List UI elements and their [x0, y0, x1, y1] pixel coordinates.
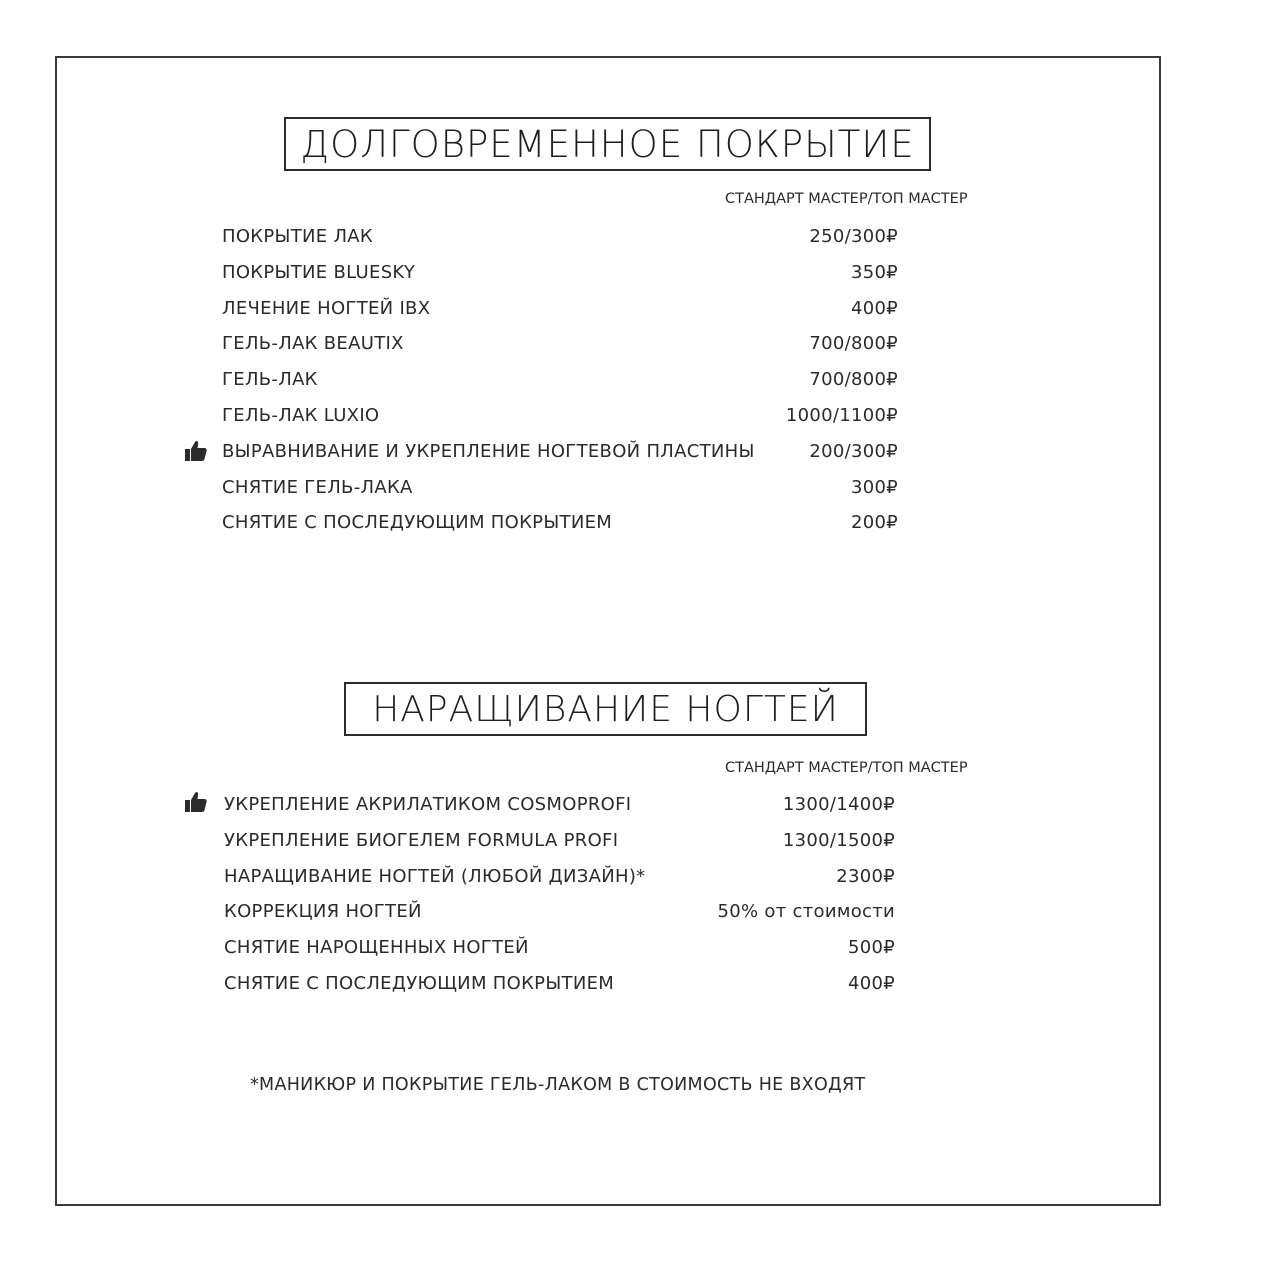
service-price: 700/800₽: [809, 333, 898, 355]
service-price: 1300/1500₽: [782, 829, 895, 851]
service-price: 200₽: [850, 512, 898, 534]
service-price: 200/300₽: [809, 440, 898, 462]
service-name: ПОКРЫТИЕ BLUESKY: [222, 261, 416, 283]
service-name: ГЕЛЬ-ЛАК BEAUTIX: [222, 333, 404, 355]
service-name: НАРАЩИВАНИЕ НОГТЕЙ (ЛЮБОЙ ДИЗАЙН)*: [224, 865, 646, 887]
section-title-nail-extension: НАРАЩИВАНИЕ НОГТЕЙ: [344, 682, 867, 736]
service-row: [224, 794, 895, 824]
service-name: СНЯТИЕ ГЕЛЬ-ЛАКА: [222, 476, 413, 498]
service-row: [222, 405, 898, 435]
service-price: 300₽: [850, 476, 898, 498]
service-name: ВЫРАВНИВАНИЕ И УКРЕПЛЕНИЕ НОГТЕВОЙ ПЛАСТИНЫ: [222, 440, 755, 462]
service-row: [224, 901, 895, 931]
service-row: [222, 369, 898, 399]
service-price: 250/300₽: [809, 226, 898, 247]
section-title-long-lasting-coating: ДОЛГОВРЕМЕННОЕ ПОКРЫТИЕ: [284, 117, 931, 171]
service-price: 350₽: [850, 261, 898, 283]
service-name: ПОКРЫТИЕ ЛАК: [222, 226, 374, 247]
service-row: [222, 262, 898, 292]
service-row: [222, 512, 898, 542]
service-name: КОРРЕКЦИЯ НОГТЕЙ: [224, 901, 422, 923]
service-name: УКРЕПЛЕНИЕ АКРИЛАТИКОМ COSMOPROFI: [224, 794, 632, 815]
service-price: 50% от стоимости: [717, 901, 895, 923]
service-price: 400₽: [850, 297, 898, 319]
service-row: [224, 937, 895, 967]
footnote: *МАНИКЮР И ПОКРЫТИЕ ГЕЛЬ-ЛАКОМ В СТОИМОСТЬ НЕ ВХОДЯТ: [250, 1075, 866, 1095]
service-row: [222, 226, 898, 256]
service-name: ГЕЛЬ-ЛАК: [222, 369, 318, 391]
service-row: [222, 298, 898, 328]
thumbs-up-icon: [184, 439, 208, 463]
column-header-master-levels: СТАНДАРТ МАСТЕР/ТОП МАСТЕР: [725, 760, 968, 776]
service-row: [222, 477, 898, 507]
service-price: 1300/1400₽: [782, 794, 895, 815]
service-price: 1000/1100₽: [785, 405, 898, 426]
service-row: [224, 866, 895, 896]
service-name: СНЯТИЕ С ПОСЛЕДУЮЩИМ ПОКРЫТИЕМ: [224, 973, 615, 994]
column-header-master-levels: СТАНДАРТ МАСТЕР/ТОП МАСТЕР: [725, 191, 968, 207]
service-price: 500₽: [847, 937, 895, 959]
thumbs-up-icon: [184, 790, 208, 814]
service-price: 2300₽: [836, 865, 895, 887]
service-name: СНЯТИЕ С ПОСЛЕДУЮЩИМ ПОКРЫТИЕМ: [222, 512, 613, 534]
service-name: СНЯТИЕ НАРОЩЕННЫХ НОГТЕЙ: [224, 937, 529, 959]
service-name: ЛЕЧЕНИЕ НОГТЕЙ IBX: [222, 297, 431, 319]
service-name: УКРЕПЛЕНИЕ БИОГЕЛЕМ FORMULA PROFI: [224, 829, 619, 851]
service-name: ГЕЛЬ-ЛАК LUXIO: [222, 405, 380, 426]
service-row: [224, 830, 895, 860]
service-row: [224, 973, 895, 1003]
service-price: 400₽: [847, 973, 895, 994]
service-price: 700/800₽: [809, 369, 898, 391]
service-row: [222, 441, 898, 471]
service-row: [222, 333, 898, 363]
